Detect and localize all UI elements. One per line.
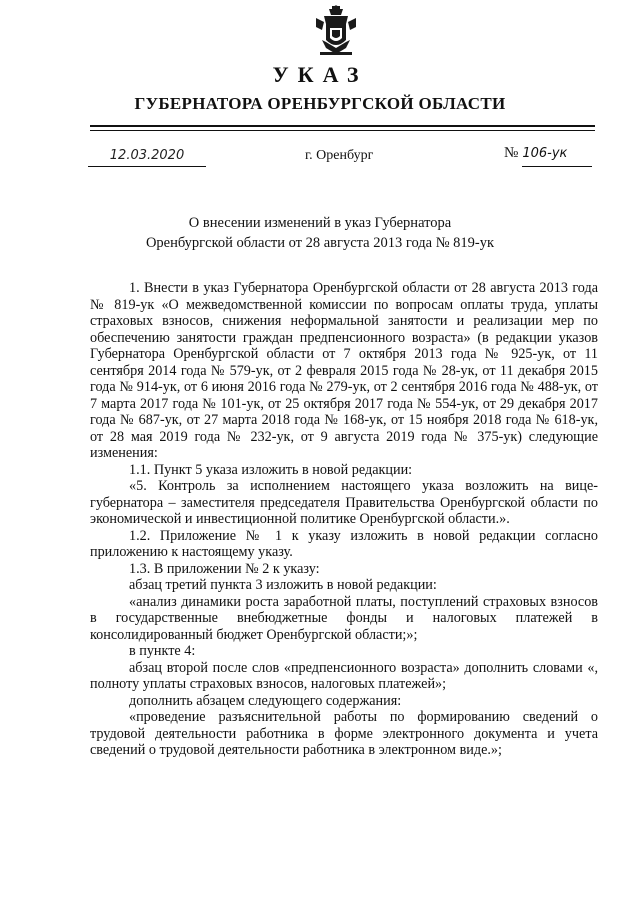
number-handwritten: 106-ук bbox=[522, 146, 568, 161]
paragraph: 1.3. В приложении № 2 к указу: bbox=[129, 560, 320, 577]
document-subtitle: ГУБЕРНАТОРА ОРЕНБУРГСКОЙ ОБЛАСТИ bbox=[134, 94, 506, 113]
date-underline bbox=[88, 166, 206, 167]
paragraph: 1. Внести в указ Губернатора Оренбургской области от 28 августа 2013 года № 819-ук «О межведомственной комиссии по вопросам оплаты труда, уплаты страховых взносов, снижения неформальной занятости и реализации мер по обеспечению занятости граждан предпенсионного возраста» (в редакции указов Губернатора Оренбургской области от 7 октября 2013 года № 925-ук, от 11 сентября 2014 года № 579-ук, от 2 февраля 2015 года № 28-ук, от 11 декабря 2015 года № 914-ук, от 6 июня 2016 года № 279-ук, от 2 сентября 2016 года № 488-ук, от 7 марта 2017 года № 101-ук, от 25 октября 2017 года № 554-ук, от 29 декабря 2017 года № 687-ук, от 27 марта 2018 года № 168-ук, от 15 ноября 2018 года № 618-ук, от 28 мая 2019 года № 232-ук, от 9 августа 2019 года № 375-ук) следующие изменения: bbox=[90, 280, 598, 461]
paragraph: абзац третий пункта 3 изложить в новой редакции: bbox=[129, 577, 437, 593]
number-prefix: № bbox=[504, 145, 519, 161]
date-handwritten: 12.03.2020 bbox=[109, 148, 185, 163]
paragraph: «анализ динамики роста заработной платы, поступлений страховых взносов в государственные внебюджетные фонды и налоговых платежей в консолидированный бюджет Оренбургской области;»; bbox=[90, 593, 598, 643]
paragraph: «5. Контроль за исполнением настоящего указа возложить на вице-губернатора – заместителя председателя Правительства Оренбургской области по экономической и инвестиционной политике Оренбургской области.». bbox=[90, 478, 598, 527]
document-city: г. Оренбург bbox=[305, 148, 374, 163]
paragraph: 1.2. Приложение № 1 к указу изложить в новой редакции согласно приложению к настоящему указу. bbox=[90, 527, 598, 560]
document-heading bbox=[0, 213, 640, 253]
header-divider bbox=[90, 125, 595, 127]
document-number bbox=[504, 145, 567, 162]
document-date bbox=[88, 148, 206, 168]
document-title: УКАЗ bbox=[272, 62, 368, 87]
paragraph: «проведение разъяснительной работы по формированию сведений о трудовой деятельности работника в форме электронного документа и учета сведений о трудовой деятельности работника в электронном виде.»; bbox=[90, 709, 598, 758]
heading-line-1: О внесении изменений в указ Губернатора bbox=[188, 215, 452, 231]
coat-of-arms-icon bbox=[312, 4, 360, 60]
paragraph: в пункте 4: bbox=[129, 643, 196, 659]
header-divider-thin bbox=[90, 130, 595, 131]
paragraph: дополнить абзацем следующего содержания: bbox=[129, 692, 402, 709]
number-underline bbox=[522, 166, 592, 167]
document-body bbox=[90, 280, 598, 759]
paragraph: абзац второй после слов «предпенсионного возраста» дополнить словами «, полноту уплаты страховых взносов, налоговых платежей»; bbox=[90, 659, 598, 692]
heading-line-2: Оренбургской области от 28 августа 2013 года № 819-ук bbox=[145, 235, 495, 251]
paragraph: 1.1. Пункт 5 указа изложить в новой редакции: bbox=[129, 461, 413, 478]
